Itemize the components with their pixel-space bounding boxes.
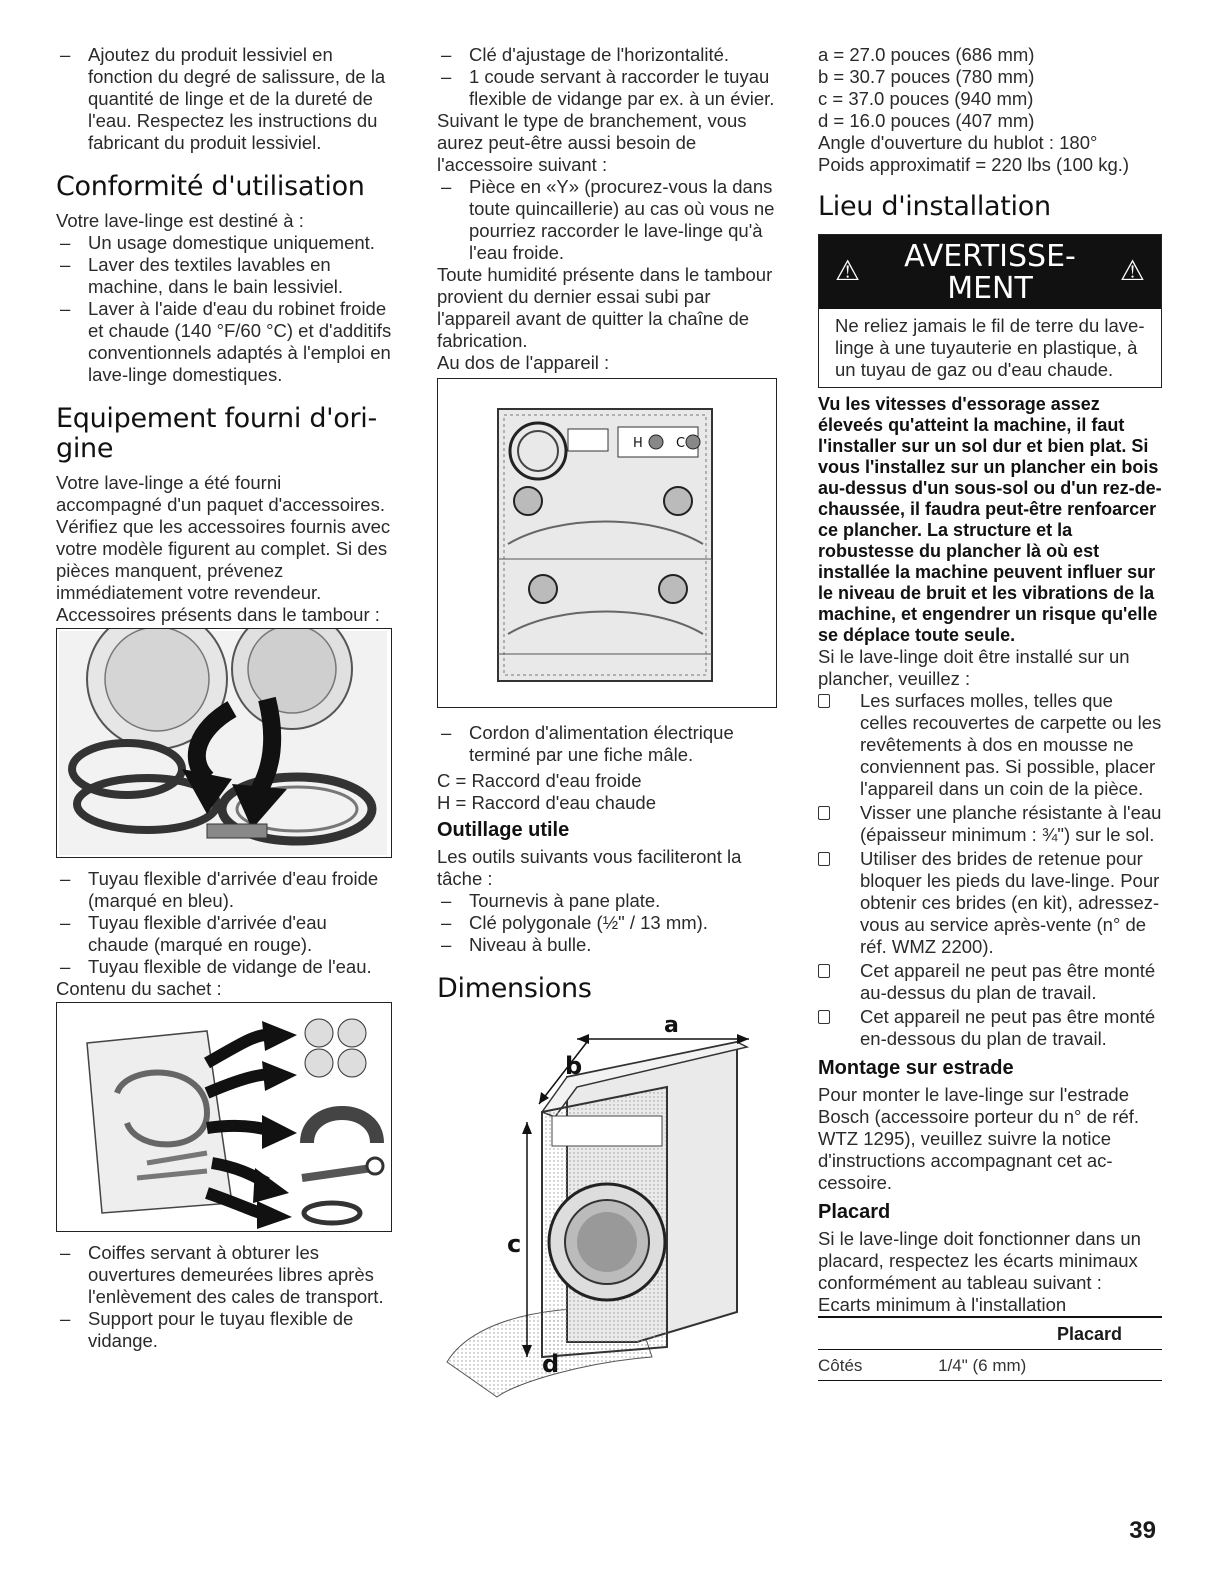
list-item: – Coiffes servant à obturer les ouvertures demeurées libres après l'enlèvement des cales de transport. — [56, 1242, 392, 1308]
drum-label: Accessoires présents dans le tambour : — [56, 604, 380, 625]
list-item: – Tuyau flexible de vidange de l'eau. — [56, 956, 392, 978]
checkbox-icon — [818, 694, 830, 708]
drum-illustration — [57, 629, 389, 857]
floor-warning-paragraph: Vu les vitesses d'essorage assez éleveés qu'atteint la machine, il faut l'installer sur un sol dur et bien plat. Si vous l'installez sur un plancher ein bois au-dessus d'un sous-sol ou d'un rez-de-chaussée, il faudra peut-être renfoarcer ce plancher. La structure et la robustesse du plancher là où est installée la machine peuvent influer sur le niveau de bruit et les vibrations de la machine, et engendrer un risque qu'elle se déplace toute seule. — [818, 394, 1162, 645]
dimension-value: c = 37.0 pouces (940 mm) — [818, 88, 1034, 109]
equipement-body: Votre lave-linge a été fourni accompagné d'un paquet d'accessoires. Vérifiez que les accessoires fournis avec votre modèle figurent au complet. Si des pièces manquent, prévenez immédiatement votre revendeur. — [56, 472, 391, 603]
heading-conformite: Conformité d'utilisation — [56, 171, 365, 202]
dim-label-b: b — [565, 1052, 583, 1080]
page-number: 39 — [1129, 1517, 1156, 1544]
checkbox-icon — [818, 964, 830, 978]
list-item: – Laver à l'aide d'eau du robinet froide et chaude (140 °F/60 °C) et d'additifs conventionnels adaptés à l'emploi en lave-linge domestiques. — [56, 298, 392, 386]
warning-triangle-icon: ⚠ — [1119, 254, 1145, 287]
list-item: – Tournevis à pane plate. — [437, 890, 777, 912]
legend-hot: H = Raccord d'eau chaude — [437, 792, 656, 813]
paragraph: Toute humidité présente dans le tambour provient du dernier essai subi par l'appareil avant de quitter la chaîne de fabrication. — [437, 264, 773, 351]
heading-equipement: Equipement fourni d'ori- gine — [56, 403, 377, 464]
back-of-appliance-figure — [437, 378, 777, 708]
conformite-intro: Votre lave-linge est destiné à : — [56, 210, 304, 231]
outillage-intro: Les outils suivants vous faciliteront la tâche : — [437, 846, 742, 889]
list-item: – Tuyau flexible d'arrivée d'eau froide (marqué en bleu). — [56, 868, 392, 912]
dimensions-figure — [437, 1012, 777, 1402]
dimensions-illustration — [437, 1012, 777, 1402]
column-3 — [818, 44, 1162, 1381]
table-header-placard: Placard — [918, 1317, 1162, 1350]
dim-label-a: a — [664, 1013, 679, 1038]
list-item: – Clé polygonale (½" / 13 mm). — [437, 912, 777, 934]
sachet-label: Contenu du sachet : — [56, 978, 222, 999]
dimension-value: d = 16.0 pouces (407 mm) — [818, 110, 1035, 131]
heading-dimensions: Dimensions — [437, 973, 592, 1004]
list-item: – Support pour le tuyau flexible de vidange. — [56, 1308, 392, 1352]
heading-lieu: Lieu d'installation — [818, 191, 1051, 222]
heading-outillage: Outillage utile — [437, 819, 570, 841]
table-header-empty — [818, 1317, 918, 1350]
warning-triangle-icon: ⚠ — [835, 254, 861, 287]
checklist-item: Cet appareil ne peut pas être monté en-dessous du plan de travail. — [818, 1006, 1162, 1050]
dimension-value: a = 27.0 pouces (686 mm) — [818, 44, 1035, 65]
table-row — [818, 1350, 1162, 1381]
back-panel-illustration — [438, 379, 774, 707]
back-label: Au dos de l'appareil : — [437, 352, 610, 373]
warning-header: ⚠ AVERTISSE- MENT ⚠ — [819, 235, 1161, 309]
sachet-contents-figure — [56, 1002, 392, 1232]
cold-label: C — [676, 436, 686, 451]
heading-placard: Placard — [818, 1201, 891, 1223]
list-item: – 1 coude servant à raccorder le tuyau flexible de vidange par ex. à un évier. — [437, 66, 777, 110]
heading-estrade: Montage sur estrade — [818, 1057, 1014, 1079]
door-angle: Angle d'ouverture du hublot : 180° — [818, 132, 1098, 153]
column-1 — [56, 44, 392, 1352]
list-item: – Un usage domestique uniquement. — [56, 232, 392, 254]
checklist-item: Utiliser des brides de retenue pour bloquer les pieds du lave-linge. Pour obtenir ces brides (en kit), adressez-vous au service après-vente (n° de réf. WMZ 2200). — [818, 848, 1162, 958]
sachet-illustration — [57, 1003, 389, 1231]
hot-label: H — [633, 436, 643, 451]
estrade-body: Pour monter le lave-linge sur l'estrade Bosch (accessoire porteur du n° de réf. WTZ 1295), veuillez suivre la notice d'instructions accompagnant cet ac-cessoire. — [818, 1084, 1140, 1193]
list-item: – Cordon d'alimentation électrique terminé par une fiche mâle. — [437, 722, 777, 766]
warning-box — [818, 234, 1162, 388]
warning-text: Ne reliez jamais le fil de terre du lave-linge à une tuyauterie en plastique, à un tuyau de gaz ou d'eau chaude. — [835, 315, 1145, 380]
paragraph: Suivant le type de branchement, vous aurez peut-être aussi besoin de l'accessoire suivant : — [437, 110, 747, 175]
list-item: – Niveau à bulle. — [437, 934, 777, 956]
checkbox-icon — [818, 806, 830, 820]
table-cell-label: Côtés — [818, 1350, 918, 1381]
drum-accessories-figure — [56, 628, 392, 858]
legend-cold: C = Raccord d'eau froide — [437, 770, 642, 791]
checkbox-icon — [818, 852, 830, 866]
intro-list-item: – Ajoutez du produit lessiviel en fonction du degré de salissure, de la quantité de linge et de la dureté de l'eau. Respectez les instructions du fabricant du produit lessiviel. — [56, 44, 392, 154]
weight: Poids approximatif = 220 lbs (100 kg.) — [818, 154, 1130, 175]
list-item: – Clé d'ajustage de l'horizontalité. — [437, 44, 777, 66]
checklist-item: Cet appareil ne peut pas être monté au-dessus du plan de travail. — [818, 960, 1162, 1004]
clearance-table — [818, 1316, 1162, 1381]
placard-body: Si le lave-linge doit fonctionner dans un placard, respectez les écarts minimaux conformément au tableau suivant : — [818, 1228, 1141, 1293]
checkbox-icon — [818, 1010, 830, 1024]
column-2 — [437, 44, 777, 1402]
checklist-item: Visser une planche résistante à l'eau (épaisseur minimum : ¾") sur le sol. — [818, 802, 1162, 846]
list-item: – Tuyau flexible d'arrivée d'eau chaude (marqué en rouge). — [56, 912, 392, 956]
list-item: – Pièce en «Y» (procurez-vous la dans toute quincaillerie) au cas où vous ne pourriez raccorder le lave-linge qu'à l'eau froide. — [437, 176, 777, 264]
checklist-item: Les surfaces molles, telles que celles recouvertes de carpette ou les revêtements à dos en mousse ne conviennent pas. Si possible, placer l'appareil dans un coin de la pièce. — [818, 690, 1162, 800]
dimension-value: b = 30.7 pouces (780 mm) — [818, 66, 1035, 87]
list-item: – Laver des textiles lavables en machine, dans le bain lessiviel. — [56, 254, 392, 298]
table-cell-value: 1/4" (6 mm) — [918, 1350, 1162, 1381]
table-caption: Ecarts minimum à l'installation — [818, 1294, 1067, 1315]
dim-label-c: c — [507, 1230, 522, 1258]
floor-intro: Si le lave-linge doit être installé sur un plancher, veuillez : — [818, 646, 1130, 689]
dim-label-d: d — [542, 1350, 560, 1378]
